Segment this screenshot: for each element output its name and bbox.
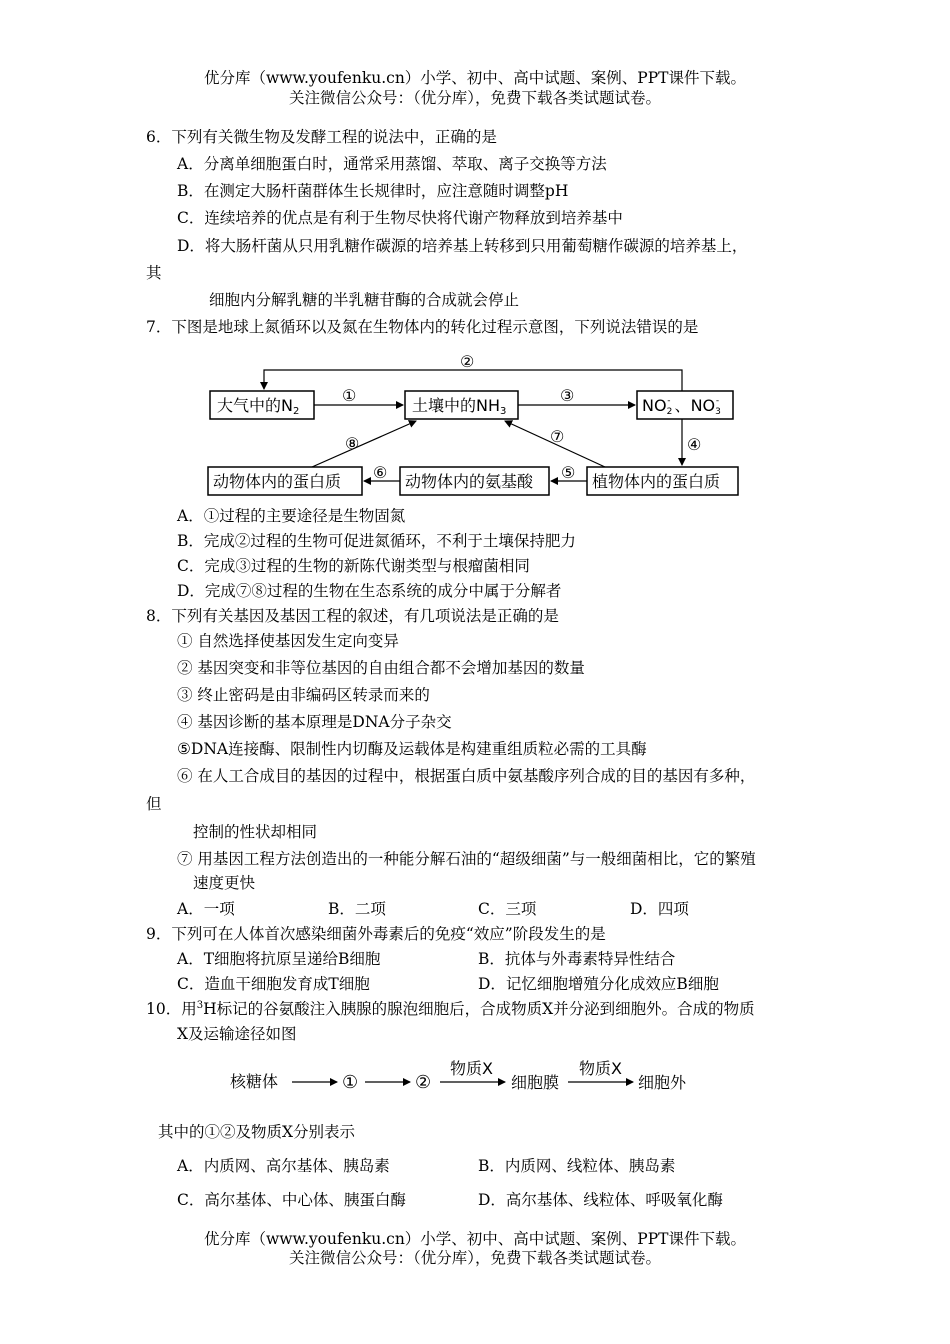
- secretion-pathway-diagram: [230, 1060, 710, 1100]
- q6-stem: 6．下列有关微生物及发酵工程的说法中，正确的是: [146, 128, 497, 146]
- footer-line-2: 关注微信公众号：（优分库），免费下载各类试题试卷。: [288, 1249, 661, 1267]
- q8-statement-4: ④ 基因诊断的基本原理是DNA分子杂交: [177, 713, 452, 731]
- flow-substance-x-label-1: 物质X: [450, 1060, 493, 1078]
- q8-statement-7-line1: ⑦ 用基因工程方法创造出的一种能分解石油的“超级细菌”与一般细菌相比，它的繁殖: [177, 850, 756, 868]
- marker-6: ⑥: [373, 463, 388, 482]
- q10-stem-superscript: 3: [196, 999, 204, 1011]
- q8-stem: 8．下列有关基因及基因工程的叙述，有几项说法是正确的是: [146, 607, 559, 625]
- q8-statement-1: ① 自然选择使基因发生定向变异: [177, 632, 399, 650]
- q7-option-c: C．完成③过程的生物的新陈代谢类型与根瘤菌相同: [177, 557, 530, 575]
- q8-statement-7-line2: 速度更快: [193, 874, 256, 892]
- label-soil-nh3: 土壤中的NH3: [412, 396, 507, 417]
- marker-2: ②: [460, 352, 475, 371]
- marker-8: ⑧: [345, 434, 360, 453]
- q6-option-a: A．分离单细胞蛋白时，通常采用蒸馏、萃取、离子交换等方法: [177, 155, 607, 173]
- q6-option-b: B．在测定大肠杆菌群体生长规律时，应注意随时调整pH: [177, 182, 569, 200]
- q7-option-b: B．完成②过程的生物可促进氮循环，不利于土壤保持肥力: [177, 532, 576, 550]
- q7-option-a: A．①过程的主要途径是生物固氮: [177, 507, 406, 525]
- q8-statement-6-line3: 控制的性状却相同: [193, 823, 318, 841]
- q8-option-d: D．四项: [630, 900, 689, 918]
- footer-line-1: 优分库（www.youfenku.cn）小学、初中、高中试题、案例、PPT课件下载。: [203, 1230, 747, 1248]
- q10-option-a: A．内质网、高尔基体、胰岛素: [177, 1157, 390, 1175]
- flow-ribosome: 核糖体: [230, 1072, 279, 1091]
- q10-stem: [146, 999, 755, 1019]
- q9-option-b: B．抗体与外毒素特异性结合: [478, 950, 676, 968]
- q8-statement-6-line1: ⑥ 在人工合成目的基因的过程中，根据蛋白质中氨基酸序列合成的目的基因有多种，: [177, 767, 756, 785]
- q10-option-c: C．高尔基体、中心体、胰蛋白酶: [177, 1191, 406, 1209]
- q10-stem-line2: X及运输途径如图: [177, 1025, 297, 1043]
- label-animal-amino-acid: 动物体内的氨基酸: [405, 472, 534, 491]
- flow-cell-membrane: 细胞膜: [511, 1073, 560, 1092]
- q8-statement-3: ③ 终止密码是由非编码区转录而来的: [177, 686, 430, 704]
- label-animal-protein: 动物体内的蛋白质: [213, 472, 342, 491]
- q10-sub-question: 其中的①②及物质X分别表示: [158, 1123, 356, 1141]
- q8-option-b: B．二项: [328, 900, 386, 918]
- q6-option-c: C．连续培养的优点是有利于生物尽快将代谢产物释放到培养基中: [177, 209, 623, 227]
- marker-5: ⑤: [561, 463, 576, 482]
- arrow-2: [264, 370, 682, 391]
- marker-7: ⑦: [550, 427, 565, 446]
- q8-statement-6-line2: 但: [146, 795, 162, 813]
- q9-option-c: C．造血干细胞发育成T细胞: [177, 975, 370, 993]
- q7-stem: 7．下图是地球上氮循环以及氮在生物体内的转化过程示意图，下列说法错误的是: [146, 318, 699, 336]
- label-plant-protein: 植物体内的蛋白质: [592, 472, 721, 491]
- flow-step-2: ②: [415, 1072, 432, 1093]
- q7-option-d: D．完成⑦⑧过程的生物在生态系统的成分中属于分解者: [177, 582, 562, 600]
- q9-stem: 9．下列可在人体首次感染细菌外毒素后的免疫“效应”阶段发生的是: [146, 925, 606, 943]
- q10-stem-prefix: 10．用: [146, 1000, 197, 1018]
- header-line-1: 优分库（www.youfenku.cn）小学、初中、高中试题、案例、PPT课件下载。: [203, 69, 747, 87]
- q6-option-d-line2: 其: [146, 264, 162, 282]
- q6-option-d-line1: D．将大肠杆菌从只用乳糖作碳源的培养基上转移到只用葡萄糖作碳源的培养基上，: [177, 237, 748, 255]
- q8-option-a: A．一项: [177, 900, 235, 918]
- q6-option-d-line3: 细胞内分解乳糖的半乳糖苷酶的合成就会停止: [209, 291, 520, 309]
- q10-option-b: B．内质网、线粒体、胰岛素: [478, 1157, 676, 1175]
- q9-option-a: A．T细胞将抗原呈递给B细胞: [177, 950, 381, 968]
- label-atmosphere-n2: 大气中的N2: [217, 396, 300, 417]
- marker-4: ④: [687, 435, 702, 454]
- flow-substance-x-label-2: 物质X: [579, 1060, 622, 1078]
- q8-statement-5: ⑤DNA连接酶、限制性内切酶及运载体是构建重组质粒必需的工具酶: [177, 740, 647, 758]
- label-nitrite-nitrate: NO2- 、NO3-: [642, 396, 721, 417]
- marker-1: ①: [342, 386, 357, 405]
- q8-option-c: C．三项: [478, 900, 537, 918]
- flow-outside-cell: 细胞外: [638, 1073, 687, 1092]
- q10-option-d: D．高尔基体、线粒体、呼吸氧化酶: [478, 1191, 723, 1209]
- nitrogen-cycle-diagram: [200, 345, 750, 503]
- header-line-2: 关注微信公众号：（优分库），免费下载各类试题试卷。: [288, 89, 661, 107]
- q8-statement-2: ② 基因突变和非等位基因的自由组合都不会增加基因的数量: [177, 659, 585, 677]
- q9-option-d: D．记忆细胞增殖分化成效应B细胞: [478, 975, 719, 993]
- arrow-8: [312, 421, 416, 467]
- q10-stem-text: H标记的谷氨酸注入胰腺的腺泡细胞后，合成物质X并分泌到细胞外。合成的物质: [203, 1000, 755, 1018]
- flow-step-1: ①: [342, 1072, 359, 1093]
- marker-3: ③: [560, 386, 575, 405]
